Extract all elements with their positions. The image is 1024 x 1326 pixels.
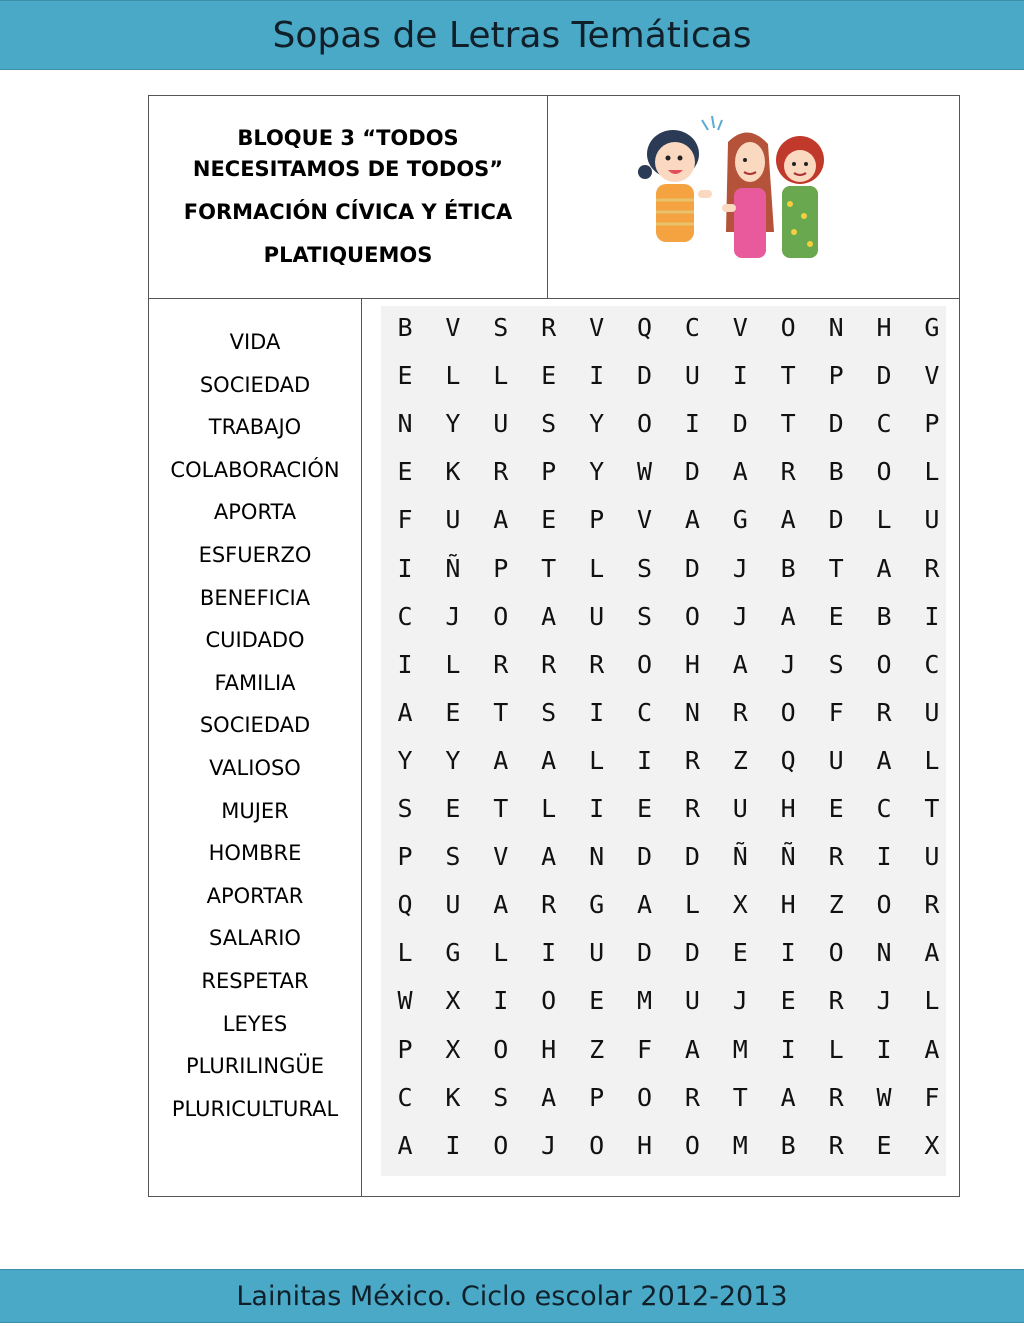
grid-cell[interactable]: A	[541, 601, 557, 631]
grid-cell[interactable]: A	[684, 505, 700, 535]
grid-cell[interactable]: B	[876, 601, 892, 631]
puzzle-sheet	[148, 95, 960, 1197]
grid-cell[interactable]: R	[493, 649, 509, 679]
grid-cell[interactable]: E	[445, 794, 461, 823]
grid-cell[interactable]: S	[445, 842, 461, 872]
grid-cell[interactable]: A	[780, 505, 796, 535]
grid-cell[interactable]: V	[636, 505, 653, 535]
grid-cell[interactable]: A	[876, 745, 892, 775]
grid-cell[interactable]: Y	[589, 409, 605, 439]
grid-cell[interactable]: L	[924, 457, 940, 487]
grid-cell[interactable]: N	[397, 409, 413, 439]
title-line-3: FORMACIÓN CÍVICA Y ÉTICA	[183, 200, 513, 224]
grid-cell[interactable]: B	[780, 1130, 796, 1160]
grid-cell[interactable]: R	[828, 842, 844, 872]
grid-cell[interactable]: L	[589, 553, 605, 583]
grid-cell[interactable]: L	[445, 649, 461, 679]
grid-cell[interactable]: A	[541, 1082, 557, 1112]
grid-cell[interactable]: C	[397, 1082, 413, 1112]
grid-cell[interactable]: D	[684, 938, 700, 968]
grid-cell[interactable]: A	[541, 842, 557, 872]
word-list-item: ESFUERZO	[198, 543, 312, 567]
grid-cell[interactable]: O	[493, 601, 509, 631]
grid-cell[interactable]: C	[924, 649, 940, 679]
grid-cell[interactable]: O	[684, 1130, 700, 1160]
grid-cell[interactable]: I	[876, 1034, 892, 1064]
grid-cell[interactable]: K	[445, 1082, 461, 1112]
grid-cell[interactable]: A	[732, 649, 748, 679]
grid-cell[interactable]: O	[636, 409, 653, 439]
grid-cell[interactable]: E	[541, 361, 557, 391]
grid-cell[interactable]: U	[445, 505, 461, 535]
grid-cell[interactable]: R	[924, 890, 940, 920]
grid-cell[interactable]: G	[732, 505, 748, 535]
grid-cell[interactable]: V	[445, 313, 461, 342]
grid-cell[interactable]: W	[876, 1082, 892, 1112]
grid-cell[interactable]: J	[541, 1130, 557, 1160]
grid-cell[interactable]: O	[876, 457, 892, 487]
grid-cell[interactable]: R	[876, 697, 892, 727]
grid-cell[interactable]: P	[397, 1034, 413, 1064]
grid-cell[interactable]: A	[397, 697, 413, 727]
letter-grid	[381, 306, 946, 1176]
word-list-item: PLURILINGÜE	[186, 1054, 324, 1079]
grid-cell[interactable]: V	[493, 842, 509, 872]
grid-cell[interactable]: Y	[589, 457, 605, 487]
grid-cell[interactable]: U	[493, 409, 509, 439]
grid-cell[interactable]: H	[876, 313, 892, 342]
grid-cell[interactable]: L	[924, 986, 940, 1016]
grid-cell[interactable]: E	[828, 601, 844, 631]
grid-cell[interactable]: H	[780, 890, 796, 920]
grid-cell[interactable]: T	[780, 409, 796, 439]
word-list-item: SOCIEDAD	[199, 372, 311, 397]
grid-cell[interactable]: A	[493, 890, 509, 920]
title-line-4: PLATIQUEMOS	[263, 243, 433, 267]
grid-cell[interactable]: Y	[445, 409, 461, 439]
grid-cell[interactable]: D	[684, 457, 700, 487]
grid-cell[interactable]: I	[636, 745, 653, 775]
grid-cell[interactable]: I	[589, 794, 605, 823]
grid-cell[interactable]: V	[589, 313, 605, 342]
grid-cell[interactable]: C	[636, 697, 653, 727]
grid-cell[interactable]: O	[780, 313, 796, 342]
grid-cell[interactable]: I	[493, 986, 509, 1016]
grid-cell[interactable]: I	[732, 361, 748, 391]
grid-cell[interactable]: D	[732, 409, 748, 439]
grid-cell[interactable]: R	[493, 457, 509, 487]
grid-cell[interactable]: F	[397, 505, 413, 535]
grid-cell[interactable]: A	[924, 1034, 940, 1064]
grid-cell[interactable]: O	[636, 1082, 653, 1112]
grid-cell[interactable]: N	[589, 842, 605, 872]
grid-cell[interactable]: M	[732, 1130, 748, 1160]
grid-cell[interactable]: D	[636, 842, 653, 872]
word-list-item: HOMBRE	[208, 841, 302, 866]
grid-cell[interactable]: U	[924, 505, 940, 535]
grid-cell[interactable]: U	[828, 745, 844, 775]
grid-cell[interactable]: E	[636, 794, 653, 823]
grid-cell[interactable]: B	[828, 457, 844, 487]
grid-cell[interactable]: I	[780, 938, 796, 968]
grid-cell[interactable]: J	[876, 986, 892, 1016]
grid-cell[interactable]: D	[684, 842, 700, 872]
word-list-item: CUIDADO	[205, 628, 305, 653]
word-list-item: PLURICULTURAL	[171, 1096, 339, 1121]
grid-cell[interactable]: H	[541, 1034, 557, 1064]
grid-cell[interactable]: A	[636, 890, 653, 920]
word-list-item: RESPETAR	[201, 969, 309, 993]
grid-cell[interactable]: H	[636, 1130, 653, 1160]
grid-cell[interactable]: R	[732, 697, 748, 727]
grid-cell[interactable]: A	[780, 1082, 796, 1112]
grid-cell[interactable]: L	[924, 745, 940, 775]
grid-cell[interactable]: P	[589, 505, 605, 535]
grid-cell[interactable]: R	[780, 457, 796, 487]
title-line-2: NECESITAMOS DE TODOS”	[192, 157, 504, 181]
grid-cell[interactable]: S	[636, 601, 653, 631]
grid-cell[interactable]: V	[924, 361, 940, 391]
grid-cell[interactable]: O	[876, 649, 892, 679]
grid-cell[interactable]: U	[589, 601, 605, 631]
grid-cell[interactable]: I	[876, 842, 892, 872]
word-list-item: APORTAR	[206, 883, 304, 908]
grid-cell[interactable]: R	[541, 890, 557, 920]
grid-cell[interactable]: C	[876, 794, 892, 823]
grid-cell[interactable]: B	[780, 553, 796, 583]
grid-cell[interactable]: S	[541, 697, 557, 727]
grid-cell[interactable]: Ñ	[445, 553, 461, 583]
grid-cell[interactable]: N	[876, 938, 892, 968]
grid-cell[interactable]: U	[924, 842, 940, 872]
grid-cell[interactable]: A	[541, 745, 557, 775]
grid-cell[interactable]: J	[732, 986, 748, 1016]
grid-cell[interactable]: F	[924, 1082, 940, 1112]
grid-cell[interactable]: I	[924, 601, 940, 631]
word-list-item: TRABAJO	[208, 415, 302, 440]
illustration-cell	[548, 96, 959, 298]
grid-cell[interactable]: Z	[589, 1034, 605, 1064]
page-title: Sopas de Letras Temáticas	[272, 14, 752, 56]
grid-cell[interactable]: B	[397, 313, 413, 342]
grid-cell[interactable]: O	[589, 1130, 605, 1160]
grid-cell[interactable]: U	[445, 890, 461, 920]
grid-cell[interactable]: T	[828, 553, 844, 583]
grid-cell[interactable]: C	[876, 409, 892, 439]
grid-cell[interactable]: E	[780, 986, 796, 1016]
grid-cell[interactable]: D	[828, 505, 844, 535]
grid-cell[interactable]: O	[541, 986, 557, 1016]
grid-cell[interactable]: W	[397, 986, 413, 1016]
grid-cell[interactable]: P	[397, 842, 413, 872]
grid-cell[interactable]: Q	[636, 313, 653, 342]
grid-cell[interactable]: A	[493, 745, 509, 775]
grid-cell[interactable]: I	[397, 553, 413, 583]
three-girls-talking-illustration	[628, 112, 828, 267]
grid-cell[interactable]: I	[445, 1130, 461, 1160]
grid-cell[interactable]: A	[493, 505, 509, 535]
grid-cell[interactable]: R	[828, 1082, 844, 1112]
grid-cell[interactable]: C	[397, 601, 413, 631]
grid-cell[interactable]: P	[828, 361, 844, 391]
word-list-item: FAMILIA	[214, 670, 296, 695]
grid-cell[interactable]: H	[780, 794, 796, 823]
grid-cell[interactable]: T	[732, 1082, 748, 1112]
grid-cell[interactable]: C	[684, 313, 700, 342]
grid-cell[interactable]: A	[732, 457, 748, 487]
grid-cell[interactable]: D	[684, 553, 700, 583]
word-list-item: BENEFICIA	[199, 585, 311, 610]
grid-cell[interactable]: F	[636, 1034, 653, 1064]
grid-cell[interactable]: D	[828, 409, 844, 439]
grid-cell[interactable]: Z	[828, 890, 844, 920]
grid-cell[interactable]: L	[684, 890, 700, 920]
grid-cell[interactable]: U	[684, 986, 700, 1016]
grid-cell[interactable]: X	[924, 1130, 940, 1160]
grid-cell[interactable]: S	[493, 1082, 509, 1112]
title-line-1: BLOQUE 3 “TODOS	[237, 126, 459, 150]
grid-cell[interactable]: N	[828, 313, 844, 342]
word-list-item: SALARIO	[209, 926, 301, 951]
grid-cell[interactable]: L	[828, 1034, 844, 1064]
grid-cell[interactable]: Y	[445, 745, 461, 775]
grid-cell[interactable]: O	[828, 938, 844, 968]
grid-cell[interactable]: I	[397, 649, 413, 679]
grid-cell[interactable]: L	[493, 361, 509, 391]
word-list-item: MUJER	[221, 798, 289, 823]
grid-cell[interactable]: G	[589, 890, 605, 920]
grid-cell[interactable]: V	[732, 313, 748, 342]
grid-cell[interactable]: P	[541, 457, 557, 487]
grid-cell[interactable]: P	[589, 1082, 605, 1112]
grid-cell[interactable]: P	[924, 409, 940, 439]
grid-cell[interactable]: Y	[397, 745, 413, 775]
grid-cell[interactable]: I	[589, 697, 605, 727]
grid-cell[interactable]: A	[876, 553, 892, 583]
grid-cell[interactable]: X	[445, 1034, 461, 1064]
grid-cell[interactable]: O	[876, 890, 892, 920]
grid-cell[interactable]: D	[636, 361, 653, 391]
grid-cell[interactable]: M	[636, 986, 653, 1016]
grid-cell[interactable]: J	[732, 601, 748, 631]
grid-cell[interactable]: L	[493, 938, 509, 968]
grid-cell[interactable]: L	[397, 938, 413, 968]
grid-cell[interactable]: I	[589, 361, 605, 391]
grid-cell[interactable]: U	[732, 794, 748, 823]
grid-cell[interactable]: H	[684, 649, 700, 679]
grid-cell[interactable]: U	[684, 361, 700, 391]
grid-cell[interactable]: L	[876, 505, 892, 535]
grid-cell[interactable]: G	[924, 313, 940, 342]
grid-cell[interactable]: E	[732, 938, 748, 968]
footer-text: Lainitas México. Ciclo escolar 2012-2013	[236, 1280, 788, 1312]
grid-cell[interactable]: A	[780, 601, 796, 631]
grid-cell[interactable]: R	[589, 649, 605, 679]
grid-cell[interactable]: R	[541, 649, 557, 679]
grid-cell[interactable]: S	[828, 649, 844, 679]
grid-cell[interactable]: N	[684, 697, 700, 727]
grid-cell[interactable]: P	[493, 553, 509, 583]
word-list-item: LEYES	[222, 1011, 288, 1036]
grid-cell[interactable]: R	[828, 986, 844, 1016]
grid-cell[interactable]: M	[732, 1034, 748, 1064]
grid-cell[interactable]: J	[780, 649, 796, 679]
grid-cell[interactable]: O	[493, 1130, 509, 1160]
grid-cell[interactable]: L	[541, 794, 557, 823]
grid-cell[interactable]: Q	[397, 890, 413, 920]
grid-cell[interactable]: T	[493, 697, 509, 727]
grid-cell[interactable]: Q	[780, 745, 796, 775]
grid-cell[interactable]: L	[445, 361, 461, 391]
grid-cell[interactable]: O	[684, 601, 700, 631]
grid-cell[interactable]: S	[636, 553, 653, 583]
grid-cell[interactable]: S	[397, 794, 413, 823]
grid-cell[interactable]: O	[636, 649, 653, 679]
grid-cell[interactable]: E	[397, 457, 413, 487]
grid-cell[interactable]: A	[397, 1130, 413, 1160]
grid-cell[interactable]: D	[876, 361, 892, 391]
grid-cell[interactable]: K	[445, 457, 461, 487]
grid-cell[interactable]: E	[445, 697, 461, 727]
grid-cell[interactable]: E	[397, 361, 413, 391]
grid-cell[interactable]: I	[684, 409, 700, 439]
grid-cell[interactable]: G	[445, 938, 461, 968]
page-header	[0, 0, 1024, 70]
grid-cell[interactable]: E	[828, 794, 844, 823]
grid-cell[interactable]: J	[732, 553, 748, 583]
grid-cell[interactable]: W	[636, 457, 653, 487]
grid-cell[interactable]: L	[589, 745, 605, 775]
grid-cell[interactable]: R	[684, 794, 700, 823]
grid-cell[interactable]: R	[684, 1082, 700, 1112]
grid-cell[interactable]: O	[780, 697, 796, 727]
grid-cell[interactable]: X	[445, 986, 461, 1016]
word-list-item: SOCIEDAD	[199, 713, 311, 738]
word-list-item: VIDA	[229, 330, 281, 354]
grid-cell[interactable]: R	[924, 553, 940, 583]
grid-cell[interactable]: F	[828, 697, 844, 727]
grid-cell[interactable]: R	[828, 1130, 844, 1160]
grid-cell[interactable]: S	[493, 313, 509, 342]
grid-cell[interactable]: E	[876, 1130, 892, 1160]
grid-cell[interactable]: I	[780, 1034, 796, 1064]
grid-cell[interactable]: A	[684, 1034, 700, 1064]
grid-cell[interactable]: T	[780, 361, 796, 391]
grid-cell[interactable]: S	[541, 409, 557, 439]
grid-cell[interactable]: X	[732, 890, 748, 920]
word-list-item: COLABORACIÓN	[170, 457, 340, 482]
grid-cell[interactable]: U	[589, 938, 605, 968]
grid-cell[interactable]: O	[493, 1034, 509, 1064]
puzzle-title-cell	[149, 96, 548, 298]
grid-cell[interactable]: I	[541, 938, 557, 968]
page-footer	[0, 1269, 1024, 1323]
grid-cell[interactable]: E	[589, 986, 605, 1016]
grid-cell[interactable]: E	[541, 505, 557, 535]
grid-cell[interactable]: J	[445, 601, 461, 631]
grid-cell[interactable]: Z	[732, 745, 748, 775]
grid-cell[interactable]: T	[493, 794, 509, 823]
word-list	[149, 299, 362, 1196]
grid-cell[interactable]: Ñ	[780, 842, 796, 872]
grid-cell[interactable]: A	[924, 938, 940, 968]
grid-cell[interactable]: Ñ	[732, 842, 748, 872]
grid-cell[interactable]: D	[636, 938, 653, 968]
grid-cell[interactable]: T	[924, 794, 940, 823]
word-list-item: APORTA	[213, 500, 297, 525]
grid-cell[interactable]: T	[541, 553, 557, 583]
grid-cell[interactable]: R	[541, 313, 557, 342]
word-list-item: VALIOSO	[209, 756, 301, 780]
grid-cell[interactable]: R	[684, 745, 700, 775]
grid-cell[interactable]: U	[924, 697, 940, 727]
puzzle-header-row	[149, 96, 959, 299]
